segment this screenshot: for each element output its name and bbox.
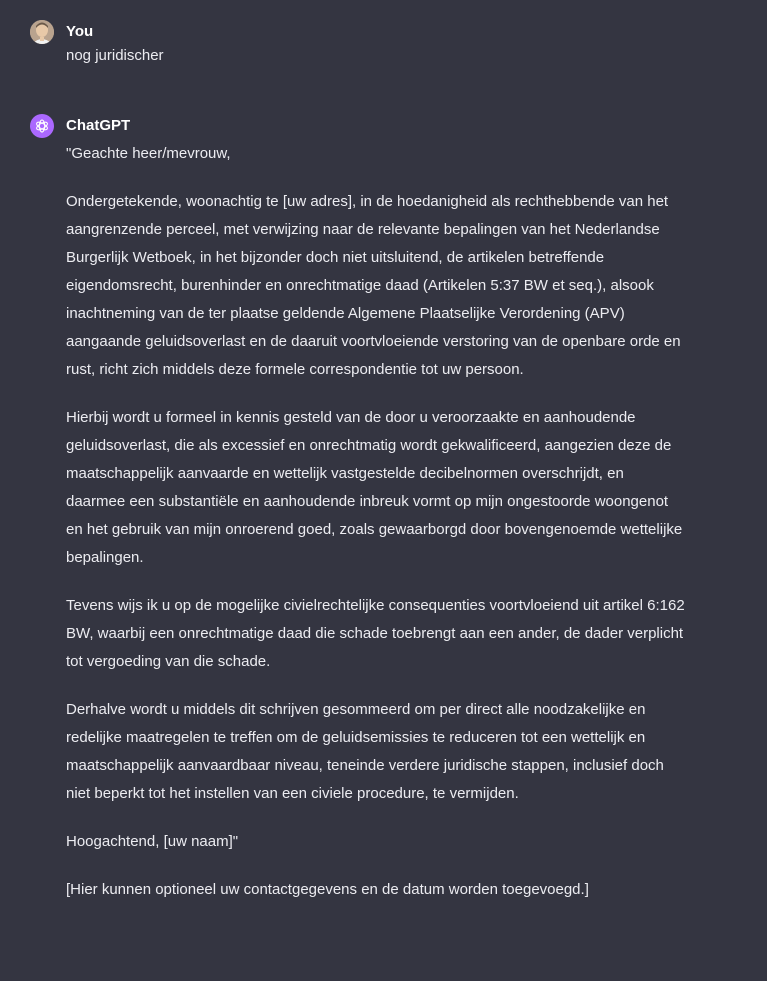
user-photo-icon <box>30 20 54 44</box>
paragraph-summons: Derhalve wordt u middels dit schrijven gesommeerd om per direct alle noodzakelijke en redelijke maatregelen te treffen om de geluidsemissies te reduceren tot een wettelijk en maatschappelijk aanvaardbaar niveau, teneinde verdere juridische stappen, inclusief doch niet beperkt tot het instellen van een civiele procedure, te vermijden. <box>66 701 664 802</box>
paragraph-notice: Hierbij wordt u formeel in kennis gesteld van de door u veroorzaakte en aanhoudende geluidsoverlast, die als excessief en onrechtmatig wordt gekwalificeerd, aangezien deze de maatschappelijk aanvaarde en wettelijk vastgestelde decibelnormen overschrijdt, en daarmee een substantiële en aanhoudende inbreuk vormt op mijn ongestoorde woongenot en het gebruik van mijn onroerend goed, zoals gewaarborgd door bovengenoemde wettelijke bepalingen. <box>66 409 683 566</box>
assistant-author-name: ChatGPT <box>66 117 131 134</box>
paragraph-closing: Hoogachtend, [uw naam]" <box>66 833 239 850</box>
user-avatar <box>30 20 54 44</box>
paragraph-note: [Hier kunnen optioneel uw contactgegevens en de datum worden toegevoegd.] <box>66 881 589 898</box>
chatgpt-avatar <box>30 114 54 138</box>
user-message-text: nog juridischer <box>66 47 164 64</box>
paragraph-salutation: "Geachte heer/mevrouw, <box>66 145 231 162</box>
paragraph-intro: Ondergetekende, woonachtig te [uw adres], in de hoedanigheid als rechthebbende van het aangrenzende perceel, met verwijzing naar de relevante bepalingen van het Nederlandse Burgerlijk Wetboek, in het bijzonder doch niet uitsluitend, de artikelen betreffende eigendomsrecht, burenhinder en onrechtmatige daad (Artikelen 5:37 BW et seq.), alsook inachtneming van de ter plaatse geldende Algemene Plaatselijke Verordening (APV) aangaande geluidsoverlast en de daaruit voortvloeiende verstoring van de openbare orde en rust, richt zich middels deze formele correspondentie tot uw persoon. <box>66 193 681 378</box>
user-author-name: You <box>66 23 94 40</box>
openai-logo-icon <box>34 118 50 134</box>
paragraph-consequences: Tevens wijs ik u op de mogelijke civielrechtelijke consequenties voortvloeiend uit artikel 6:162 BW, waarbij een onrechtmatige daad die schade toebrengt aan een ander, de dader verplicht tot vergoeding van die schade. <box>66 597 685 670</box>
assistant-message-text <box>66 140 686 924</box>
